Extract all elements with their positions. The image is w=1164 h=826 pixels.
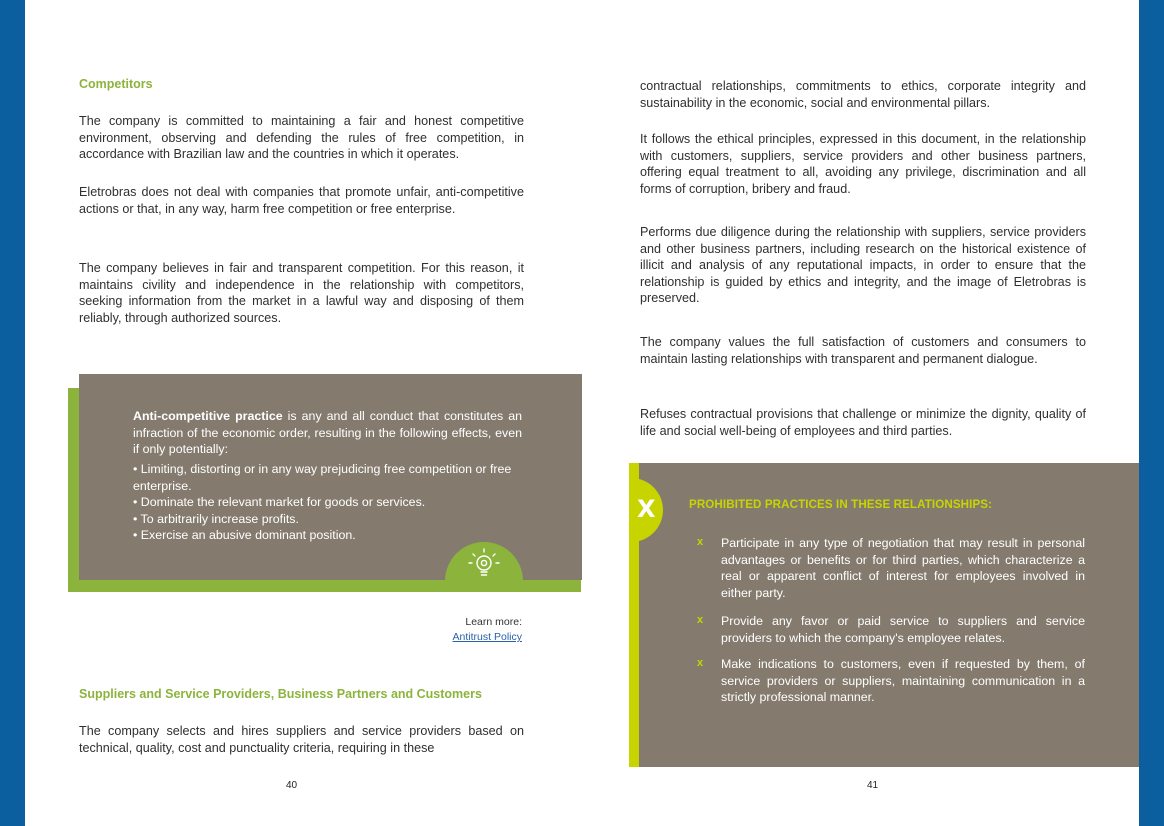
competitors-paragraph-3: The company believes in fair and transparent competition. For this reason, it maintains civility and independence in the relationship with competitors, seeking information from the market in a lawful way and disposing of them reliably, through authorized sources.: [79, 261, 524, 325]
x-badge-icon: X: [637, 495, 656, 523]
right-paragraph-1: contractual relationships, commitments to ethics, corporate integrity and sustainability in the economic, social and environmental pillars.: [640, 79, 1086, 110]
learn-more: [325, 615, 522, 645]
right-paragraph-4: The company values the full satisfaction of customers and consumers to maintain lasting relationships with transparent and permanent dialogue.: [640, 335, 1086, 366]
page-number-right: 41: [867, 780, 879, 791]
prohibited-item-text: Participate in any type of negotiation that may result in personal advantages or benefits or for third parties, which characterize a real or apparent conflict of interest for employees involved in either party.: [721, 536, 1085, 600]
right-paragraph-5: Refuses contractual provisions that challenge or minimize the dignity, quality of life and social well-being of employees and third parties.: [640, 407, 1086, 438]
left-page: [25, 0, 583, 826]
antitrust-policy-link[interactable]: Antitrust Policy: [452, 631, 522, 643]
callout-list: [133, 461, 533, 544]
competitors-paragraph-1: The company is committed to maintaining a fair and honest competitive environment, observing and defending the rules of free competition, in accordance with Brazilian law and the countries in which it operates.: [79, 114, 524, 162]
right-paragraph-2: It follows the ethical principles, expressed in this document, in the relationship with customers, suppliers, service providers and other business partners, offering equal treatment to all, avoiding any privilege, discrimination and all forms of corruption, bribery and fraud.: [640, 132, 1086, 196]
prohibited-item-text: Make indications to customers, even if requested by them, of service providers or suppliers, maintaining communication in a strictly professional manner.: [721, 657, 1085, 705]
callout-term: Anti-competitive practice: [133, 409, 283, 423]
lightbulb-icon: [464, 545, 504, 581]
x-bullet-icon: x: [697, 657, 704, 669]
callout-list-item: • Exercise an abusive dominant position.: [133, 528, 356, 542]
competitors-heading: Competitors: [79, 77, 153, 91]
prohibited-list: [697, 535, 1087, 765]
right-paragraph-3: Performs due diligence during the relationship with suppliers, service providers and other business partners, including research on the historical existence of illicit and analysis of any reputational impacts, in order to ensure that the relationship is guided by ethics and integrity, and the image of Eletrobras is preserved.: [640, 225, 1086, 306]
learn-more-label: Learn more:: [465, 616, 522, 628]
suppliers-heading: Suppliers and Service Providers, Business Partners and Customers: [79, 687, 482, 701]
right-page: [583, 0, 1139, 826]
x-bullet-icon: x: [697, 614, 704, 626]
callout-list-item: • To arbitrarily increase profits.: [133, 511, 299, 526]
prohibited-practices-box: [639, 463, 1139, 767]
prohibited-item-text: Provide any favor or paid service to suppliers and service providers to which the company's employee relates.: [721, 614, 1085, 645]
suppliers-paragraph-1: The company selects and hires suppliers and service providers based on technical, quality, cost and punctuality criteria, requiring in these: [79, 724, 524, 755]
x-bullet-icon: x: [697, 536, 704, 548]
competitors-paragraph-2: Eletrobras does not deal with companies that promote unfair, anti-competitive actions or that, in any way, harm free competition or free enterprise.: [79, 185, 524, 216]
callout-list-item: • Limiting, distorting or in any way prejudicing free competition or free enterprise.: [133, 462, 512, 493]
page-number-left: 40: [286, 780, 298, 791]
callout-list-item: • Dominate the relevant market for goods or services.: [133, 495, 426, 509]
callout-definition-text: is any and all conduct that constitutes an infraction of the economic order, resulting in the following effects, even if only potentially:: [133, 409, 522, 456]
callout-definition: [133, 408, 522, 458]
prohibited-title: PROHIBITED PRACTICES IN THESE RELATIONSHIPS:: [689, 498, 993, 511]
